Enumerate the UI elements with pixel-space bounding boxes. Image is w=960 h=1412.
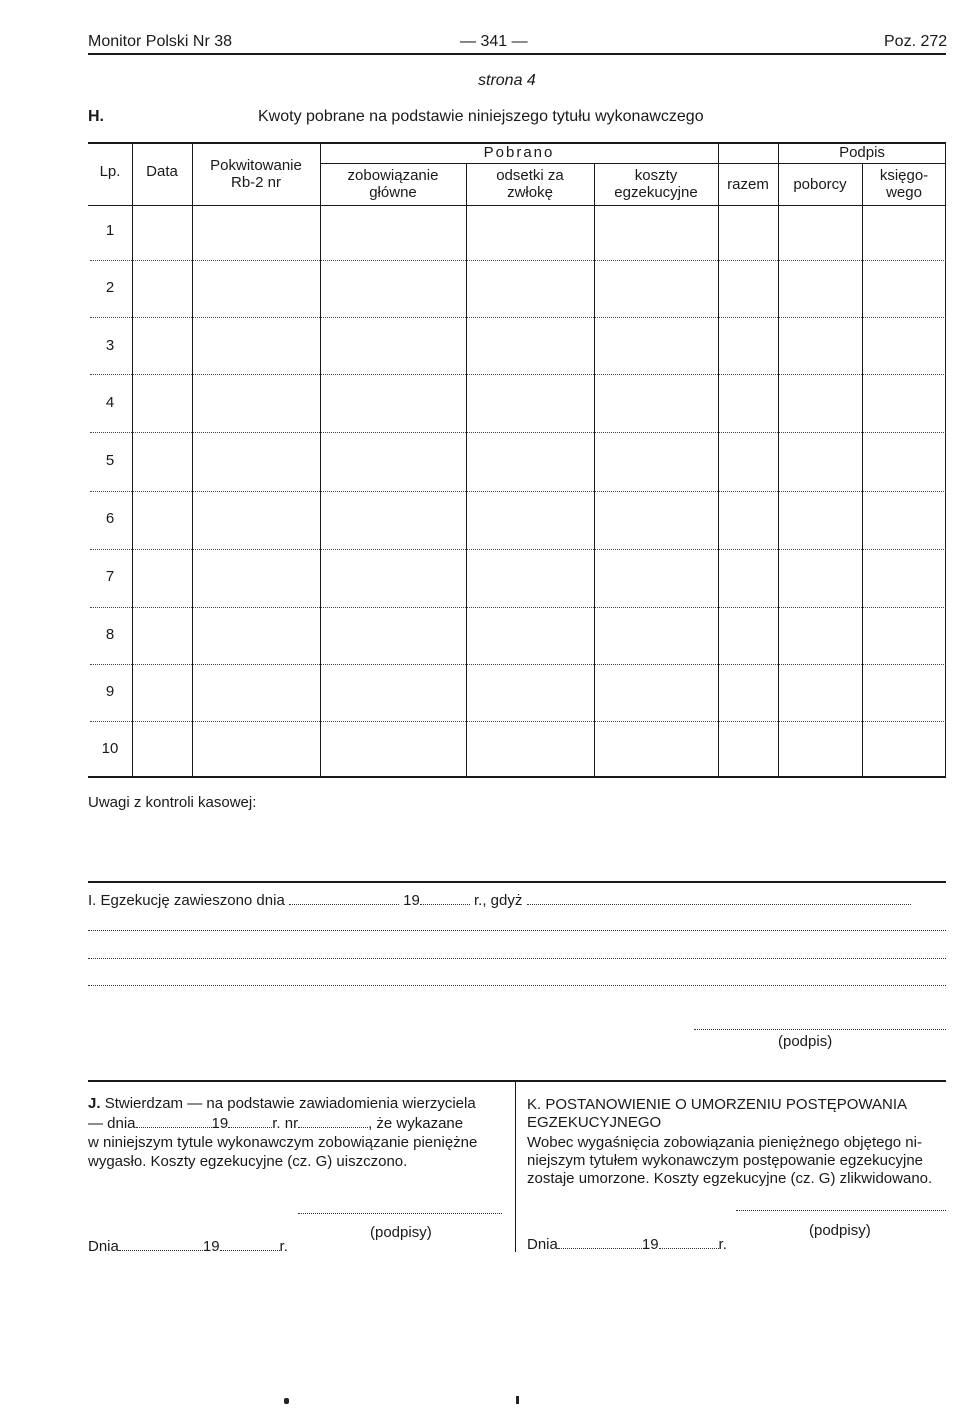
row-number: 1 — [105, 222, 115, 239]
row-number: 5 — [105, 452, 115, 469]
section-k-title1: K. POSTANOWIENIE O UMORZENIU POSTĘPOWANIA — [527, 1096, 908, 1113]
row-number: 7 — [105, 568, 115, 585]
section-k-date — [527, 1236, 727, 1253]
section-j-line3: w niniejszym tytule wykonawczym zobowiązanie pieniężne — [88, 1134, 478, 1151]
date-field[interactable] — [289, 892, 399, 905]
signature-line[interactable] — [694, 1029, 946, 1030]
section-j-dnia: — dnia — [88, 1115, 136, 1132]
section-j-year2: 19 — [202, 1238, 220, 1255]
section-j-year: 19 — [211, 1115, 229, 1132]
reason-field[interactable] — [527, 892, 911, 905]
col-data: Data — [146, 163, 178, 180]
date-field[interactable] — [136, 1115, 212, 1128]
section-j-line2 — [88, 1115, 463, 1132]
section-i-rule — [88, 881, 946, 883]
section-j-nr: r. nr — [272, 1115, 299, 1132]
row-number: 8 — [105, 626, 115, 643]
header-rule — [88, 53, 946, 55]
print-speck — [516, 1396, 519, 1404]
print-speck — [284, 1398, 289, 1404]
section-i-line — [88, 892, 911, 909]
col-ksiegowego: księgo-wego — [879, 167, 929, 201]
col-odsetki: odsetki za zwłokę — [496, 167, 564, 201]
section-j-podpisy: (podpisy) — [370, 1224, 432, 1241]
section-i-suffix: r., gdyż — [473, 892, 523, 909]
year-field[interactable] — [228, 1115, 272, 1128]
signature-line[interactable] — [298, 1213, 502, 1214]
reason-line[interactable] — [88, 930, 946, 931]
row-number: 10 — [101, 740, 119, 757]
row-number: 2 — [105, 279, 115, 296]
col-razem: razem — [727, 176, 769, 193]
page-label: strona 4 — [478, 72, 536, 89]
section-j-text2: , że wykazane — [368, 1115, 464, 1132]
section-k-line1: Wobec wygaśnięcia zobowiązania pieniężnego objętego ni- — [527, 1134, 922, 1151]
position-number: Poz. 272 — [884, 33, 948, 50]
col-zobowiazanie: zobowiązanie główne — [347, 167, 439, 201]
section-j-line1 — [88, 1095, 476, 1112]
section-jk-divider — [515, 1082, 516, 1252]
section-i-prefix: I. Egzekucję zawieszono dnia — [88, 892, 285, 909]
section-h-letter: H. — [88, 108, 104, 125]
date-field[interactable] — [119, 1238, 203, 1251]
section-k-dnia-label: Dnia — [527, 1236, 558, 1253]
date-field[interactable] — [558, 1236, 642, 1249]
col-lp: Lp. — [99, 163, 121, 180]
page-number: — 341 — — [460, 33, 528, 50]
signature-line[interactable] — [736, 1210, 946, 1211]
reason-line[interactable] — [88, 958, 946, 959]
row-number: 4 — [105, 394, 115, 411]
section-i-podpis: (podpis) — [778, 1033, 833, 1050]
uwagi-label: Uwagi z kontroli kasowej: — [88, 794, 257, 811]
col-poborcy: poborcy — [793, 176, 847, 193]
number-field[interactable] — [298, 1115, 368, 1128]
year-field[interactable] — [420, 892, 470, 905]
section-k-title2: EGZEKUCYJNEGO — [527, 1114, 662, 1131]
section-jk-rule — [88, 1080, 946, 1082]
year-field[interactable] — [659, 1236, 719, 1249]
year-field[interactable] — [220, 1238, 280, 1251]
section-j-line4: wygasło. Koszty egzekucyjne (cz. G) uiszczono. — [88, 1153, 408, 1170]
col-pobrano: Pobrano — [483, 144, 555, 161]
row-number: 6 — [105, 510, 115, 527]
section-j-date — [88, 1238, 288, 1255]
section-k-podpisy: (podpisy) — [809, 1222, 871, 1239]
row-number: 9 — [105, 683, 115, 700]
section-k-line3: zostaje umorzone. Koszty egzekucyjne (cz. G) zlikwidowano. — [527, 1170, 933, 1187]
section-h-title: Kwoty pobrane na podstawie niniejszego tytułu wykonawczego — [258, 108, 704, 125]
section-j-text1: Stwierdzam — na podstawie zawiadomienia wierzyciela — [104, 1095, 476, 1112]
section-j-dnia-label: Dnia — [88, 1238, 119, 1255]
row-number: 3 — [105, 337, 115, 354]
section-j-r: r. — [279, 1238, 288, 1255]
col-koszty: koszty egzekucyjne — [614, 167, 698, 201]
section-j-letter: J. — [88, 1095, 101, 1112]
section-k-year: 19 — [641, 1236, 659, 1253]
section-i-year: 19 — [403, 892, 420, 909]
section-k-line2: niejszym tytułem wykonawczym postępowanie egzekucyjne — [527, 1152, 924, 1169]
reason-line[interactable] — [88, 985, 946, 986]
journal-title: Monitor Polski Nr 38 — [88, 33, 233, 50]
col-podpis: Podpis — [839, 144, 885, 161]
section-k-r: r. — [718, 1236, 727, 1253]
col-pokwitowanie: Pokwitowanie Rb-2 nr — [210, 157, 302, 191]
